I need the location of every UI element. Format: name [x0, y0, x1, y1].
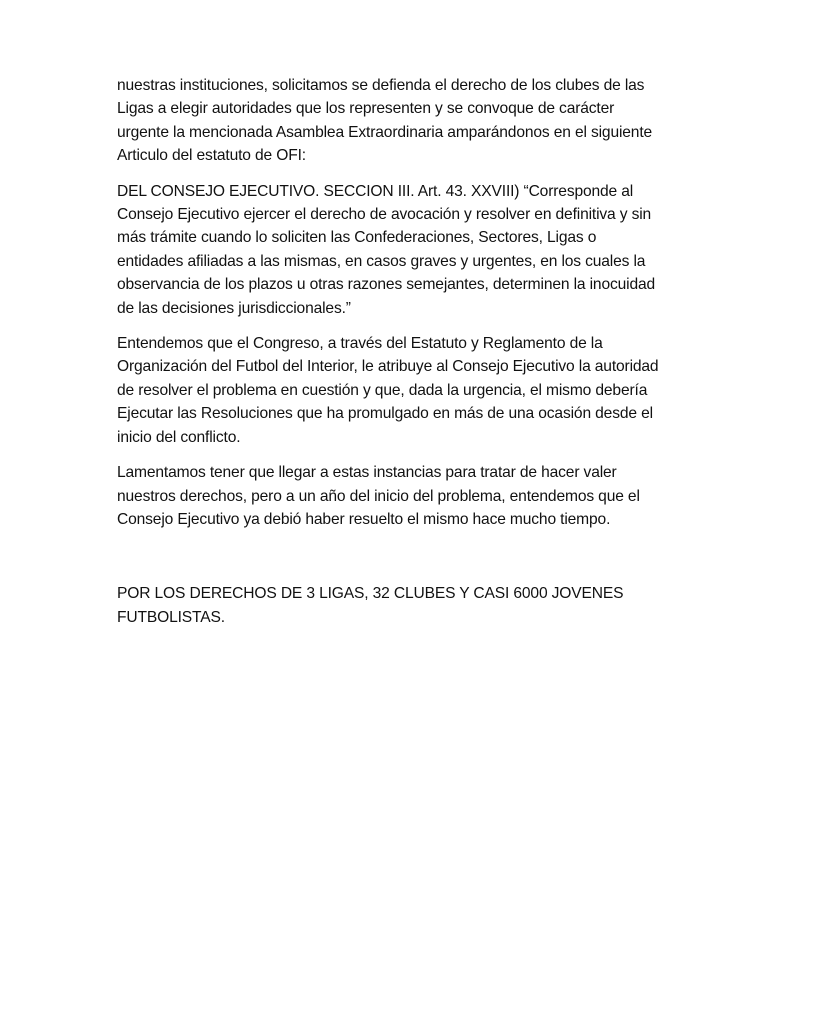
document-page	[117, 74, 717, 641]
paragraph-lament: Lamentamos tener que llegar a estas instancias para tratar de hacer valer nuestros derechos, pero a un año del inicio del problema, entendemos que el Consejo Ejecutivo ya debió haber resuelto el mismo hace mucho tiempo.	[117, 464, 640, 528]
paragraph-congress: Entendemos que el Congreso, a través del Estatuto y Reglamento de la Organización del Futbol del Interior, le atribuye al Consejo Ejecutivo la autoridad de resolver el problema en cuestión y que, dada la urgencia, el mismo debería Ejecutar las Resoluciones que ha promulgado en más de una ocasión desde el inicio del conflicto.	[117, 335, 659, 446]
paragraph-statute-quote: DEL CONSEJO EJECUTIVO. SECCION III. Art. 43. XXVIII) “Corresponde al Consejo Ejecutivo ejercer el derecho de avocación y resolver en definitiva y sin más trámite cuando lo soliciten las Confederaciones, Sectores, Ligas o entidades afiliadas a las mismas, en casos graves y urgentes, en los cuales la observancia de los plazos u otras razones semejantes, determinen la inocuidad de las decisiones jurisdiccionales.”	[117, 182, 656, 317]
paragraph-intro: nuestras instituciones, solicitamos se defienda el derecho de los clubes de las Ligas a elegir autoridades que los representen y se convoque de carácter urgente la mencionada Asamblea Extraordinaria amparándonos en el siguiente Articulo del estatuto de OFI:	[117, 77, 653, 165]
closing-statement: POR LOS DERECHOS DE 3 LIGAS, 32 CLUBES Y CASI 6000 JOVENES FUTBOLISTAS.	[117, 585, 624, 626]
